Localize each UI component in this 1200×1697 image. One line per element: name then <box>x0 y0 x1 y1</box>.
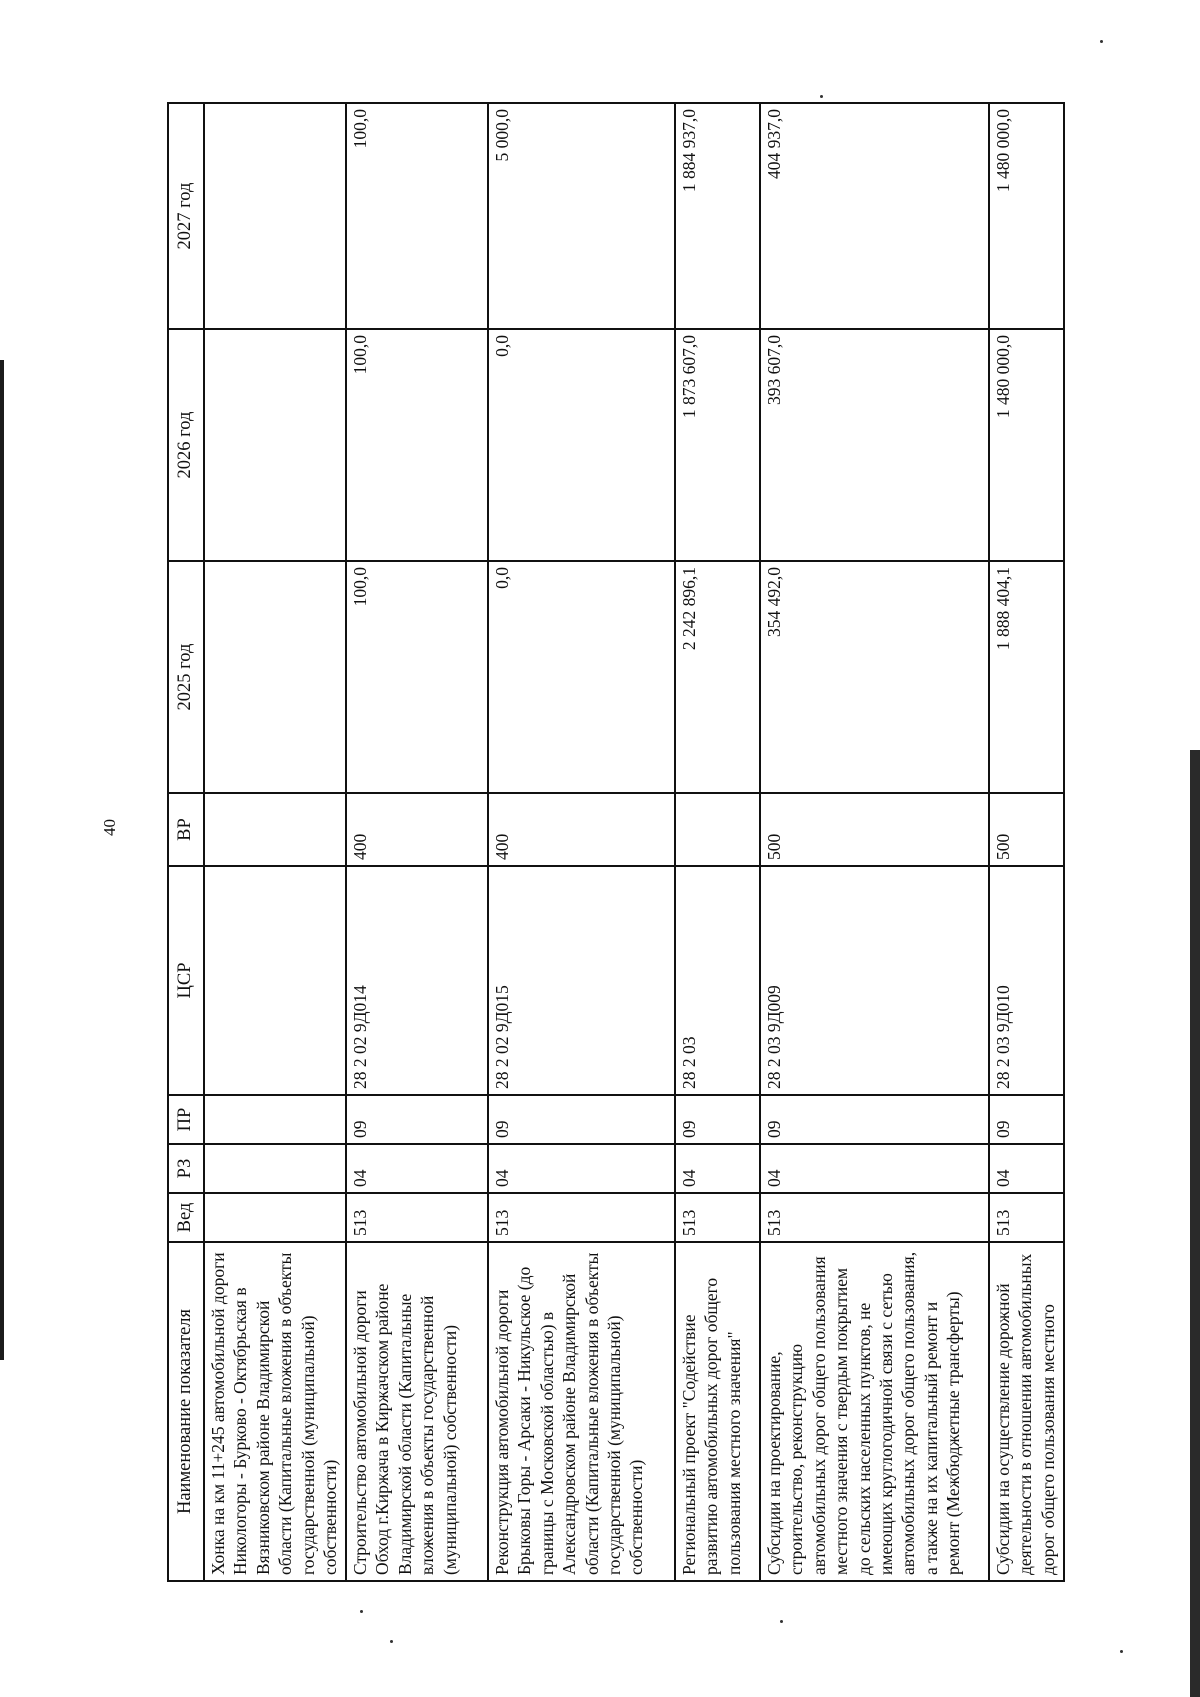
scan-edge-right <box>1190 750 1200 1697</box>
row-csr: 28 2 02 9Д015 <box>488 866 675 1095</box>
row-pr: 09 <box>488 1095 675 1144</box>
row-csr: 28 2 03 9Д009 <box>760 866 989 1095</box>
row-csr: 28 2 03 <box>675 866 760 1095</box>
row-name: Субсидии на осуществление дорожной деятельности в отношении автомобильных дорог общего пользования местного <box>989 1242 1064 1581</box>
row-pr: 09 <box>675 1095 760 1144</box>
row-2027: 1 480 000,0 <box>989 103 1064 329</box>
row-name: Субсидии на проектирование, строительство, реконструкцию автомобильных дорог общего пользования местного значения с твердым покрытием до сельских населенных пунктов, не имеющих круглогодичной связи с сетью автомобильных дорог общего пользования, а также на их капитальный ремонт и ремонт (Межбюджетные трансферты) <box>760 1242 989 1581</box>
header-row <box>168 103 204 1581</box>
row-vr <box>675 793 760 866</box>
row-vr: 500 <box>989 793 1064 866</box>
row-rz: 04 <box>488 1144 675 1193</box>
table-row <box>488 103 675 1581</box>
col-header-pr: ПР <box>168 1095 204 1144</box>
row-2027: 1 884 937,0 <box>675 103 760 329</box>
col-header-name: Наименование показателя <box>168 1242 204 1581</box>
scan-speck <box>820 95 823 98</box>
row-rz: 04 <box>675 1144 760 1193</box>
row-csr: 28 2 03 9Д010 <box>989 866 1064 1095</box>
row-rz <box>204 1144 346 1193</box>
row-2027: 404 937,0 <box>760 103 989 329</box>
scan-edge-left <box>0 360 4 1360</box>
col-header-csr: ЦСР <box>168 866 204 1095</box>
row-2025: 1 888 404,1 <box>989 561 1064 793</box>
col-header-vr: ВР <box>168 793 204 866</box>
row-name: Реконструкция автомобильной дороги Брыковы Горы - Арсаки - Никульское (до границы с Московской областью) в Александровском районе Владимирской области (Капитальные вложения в объекты государственной (муниципальной) собственности) <box>488 1242 675 1581</box>
budget-table <box>167 102 1065 1582</box>
scan-speck <box>1100 40 1103 43</box>
scan-speck <box>1120 1650 1123 1653</box>
row-ved <box>204 1193 346 1242</box>
row-vr: 400 <box>346 793 488 866</box>
row-pr <box>204 1095 346 1144</box>
row-name: Региональный проект "Содействие развитию автомобильных дорог общего пользования местного значения" <box>675 1242 760 1581</box>
row-2025 <box>204 561 346 793</box>
row-pr: 09 <box>989 1095 1064 1144</box>
row-2025: 0,0 <box>488 561 675 793</box>
row-2026: 393 607,0 <box>760 329 989 561</box>
row-rz: 04 <box>989 1144 1064 1193</box>
row-name: Строительство автомобильной дороги Обход г.Киржача в Киржачском районе Владимирской области (Капитальные вложения в объекты государственной (муниципальной) собственности) <box>346 1242 488 1581</box>
table-row <box>675 103 760 1581</box>
row-2026: 100,0 <box>346 329 488 561</box>
table-row <box>760 103 989 1581</box>
row-rz: 04 <box>760 1144 989 1193</box>
rotated-page-content <box>167 104 1065 1582</box>
row-2027: 100,0 <box>346 103 488 329</box>
row-2025: 354 492,0 <box>760 561 989 793</box>
row-2026: 1 873 607,0 <box>675 329 760 561</box>
row-csr <box>204 866 346 1095</box>
col-header-rz: РЗ <box>168 1144 204 1193</box>
scan-speck <box>390 1640 393 1643</box>
row-2025: 2 242 896,1 <box>675 561 760 793</box>
row-csr: 28 2 02 9Д014 <box>346 866 488 1095</box>
row-2026: 1 480 000,0 <box>989 329 1064 561</box>
row-pr: 09 <box>760 1095 989 1144</box>
row-2027 <box>204 103 346 329</box>
page-number: 40 <box>100 819 119 836</box>
table-row <box>989 103 1064 1581</box>
col-header-2026: 2026 год <box>168 329 204 561</box>
row-ved: 513 <box>488 1193 675 1242</box>
row-ved: 513 <box>346 1193 488 1242</box>
row-vr: 400 <box>488 793 675 866</box>
row-2026: 0,0 <box>488 329 675 561</box>
row-vr <box>204 793 346 866</box>
row-2025: 100,0 <box>346 561 488 793</box>
row-rz: 04 <box>346 1144 488 1193</box>
row-name: Хонка на км 11+245 автомобильной дороги Никологоры - Бурково - Октябрьская в Вязниковском районе Владимирской области (Капитальные вложения в объекты государственной (муниципальной) собственности) <box>204 1242 346 1581</box>
col-header-2025: 2025 год <box>168 561 204 793</box>
scan-speck <box>360 1610 363 1613</box>
row-pr: 09 <box>346 1095 488 1144</box>
row-ved: 513 <box>989 1193 1064 1242</box>
row-2026 <box>204 329 346 561</box>
col-header-2027: 2027 год <box>168 103 204 329</box>
row-2027: 5 000,0 <box>488 103 675 329</box>
table-row <box>204 103 346 1581</box>
row-vr: 500 <box>760 793 989 866</box>
row-ved: 513 <box>760 1193 989 1242</box>
col-header-ved: Вед <box>168 1193 204 1242</box>
scan-speck <box>780 1620 783 1623</box>
table-row <box>346 103 488 1581</box>
row-ved: 513 <box>675 1193 760 1242</box>
